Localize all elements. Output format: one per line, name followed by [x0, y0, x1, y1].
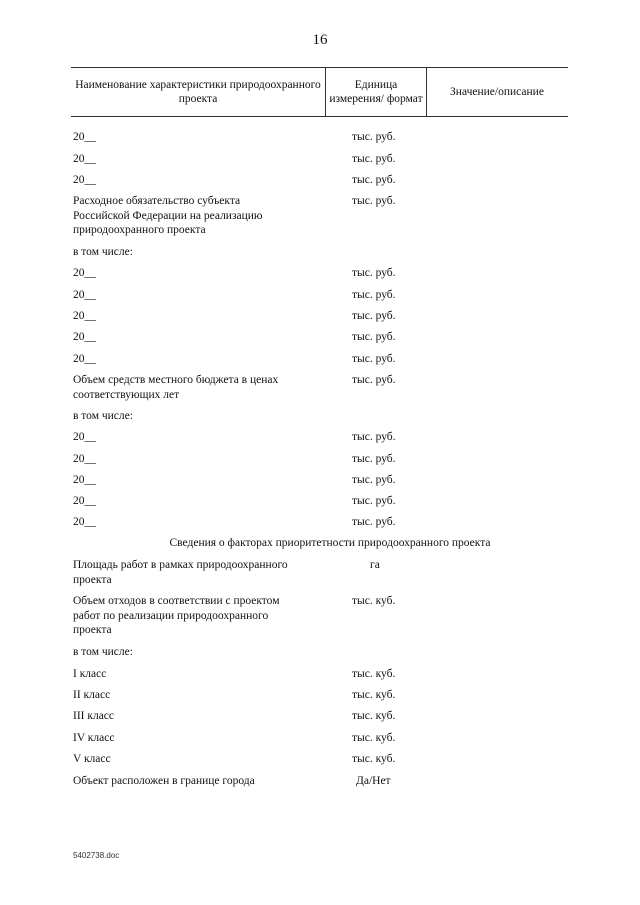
row-name: 20__ — [73, 267, 96, 279]
row-name: 20__ — [73, 453, 96, 465]
row-unit: тыс. руб. — [352, 474, 396, 486]
header-unit-column: Единица измерения/ формат — [325, 68, 427, 116]
header-value-column: Значение/описание — [450, 86, 544, 98]
row-name: 20__ — [73, 353, 96, 365]
row-unit: тыс. куб. — [352, 753, 396, 765]
row-name: I класс — [73, 668, 107, 680]
row-name: в том числе: — [73, 646, 133, 658]
row-unit: тыс. руб. — [352, 153, 396, 165]
row-name: в том числе: — [73, 410, 133, 422]
row-unit: тыс. руб. — [352, 174, 396, 186]
row-name: IV класс — [73, 732, 115, 744]
row-name: Площадь работ в рамках природоохранного проекта — [73, 559, 288, 586]
row-unit: тыс. куб. — [352, 595, 396, 607]
row-unit: Да/Нет — [356, 775, 391, 787]
row-unit: тыс. руб. — [352, 431, 396, 443]
row-name: 20__ — [73, 516, 96, 528]
row-unit: тыс. руб. — [352, 267, 396, 279]
row-name: 20__ — [73, 174, 96, 186]
row-unit: тыс. руб. — [352, 516, 396, 528]
row-name: в том числе: — [73, 246, 133, 258]
row-name: 20__ — [73, 474, 96, 486]
row-name: III класс — [73, 710, 115, 722]
row-unit: тыс. куб. — [352, 668, 396, 680]
row-unit: тыс. руб. — [352, 331, 396, 343]
row-name: 20__ — [73, 431, 96, 443]
row-unit: тыс. куб. — [352, 689, 396, 701]
row-name: 20__ — [73, 289, 96, 301]
row-unit: тыс. руб. — [352, 495, 396, 507]
row-unit: тыс. куб. — [352, 732, 396, 744]
row-name: II класс — [73, 689, 111, 701]
row-name: Объем средств местного бюджета в ценах соответствующих лет — [73, 374, 279, 401]
row-unit: тыс. руб. — [352, 289, 396, 301]
row-unit: тыс. руб. — [352, 195, 396, 207]
row-name: 20__ — [73, 495, 96, 507]
header-name-column: Наименование характеристики природоохранного проекта — [75, 79, 321, 105]
section-title: Сведения о факторах приоритетности природоохранного проекта — [169, 537, 491, 549]
page-number: 16 — [312, 32, 328, 48]
row-unit: тыс. руб. — [352, 310, 396, 322]
row-unit: тыс. руб. — [352, 131, 396, 143]
row-name: 20__ — [73, 131, 96, 143]
row-name: Расходное обязательство субъекта Российской Федерации на реализацию природоохранного проекта — [73, 195, 263, 236]
row-name: 20__ — [73, 310, 96, 322]
row-unit: тыс. руб. — [352, 353, 396, 365]
row-name: 20__ — [73, 331, 96, 343]
row-unit: га — [370, 559, 380, 571]
row-name: V класс — [73, 753, 111, 765]
row-unit: тыс. куб. — [352, 710, 396, 722]
row-name: 20__ — [73, 153, 96, 165]
row-unit: тыс. руб. — [352, 374, 396, 386]
row-unit: тыс. руб. — [352, 453, 396, 465]
row-name: Объем отходов в соответствии с проектом работ по реализации природоохранного проекта — [73, 595, 280, 636]
row-name: Объект расположен в границе города — [73, 775, 255, 787]
file-name-footer: 5402738.doc — [73, 851, 120, 860]
